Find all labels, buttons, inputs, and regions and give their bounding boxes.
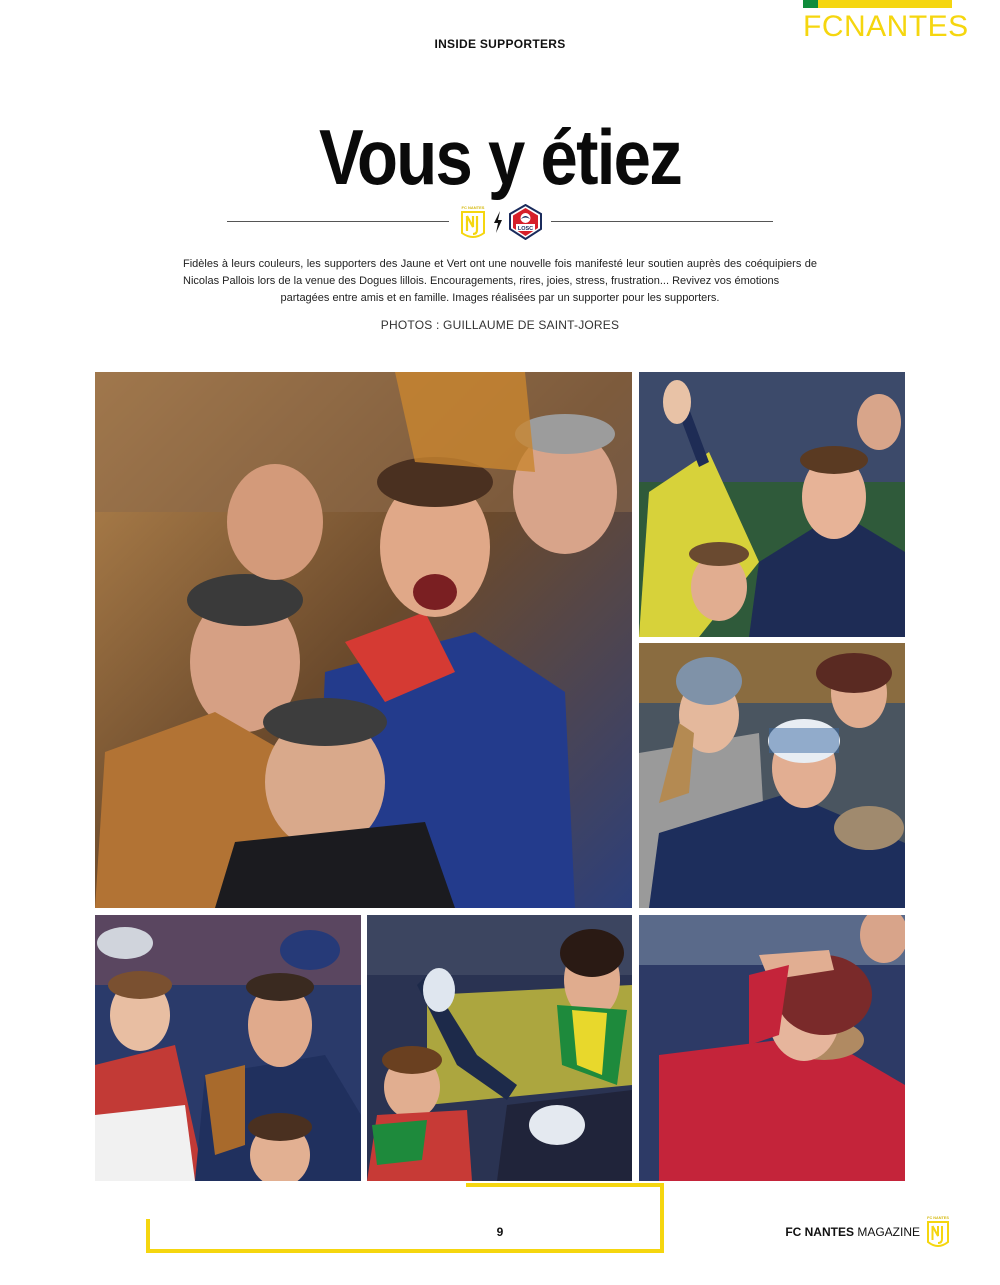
lightning-bolt-icon: [492, 211, 504, 233]
footer-frame-top: [466, 1183, 664, 1187]
footer-frame-bottom: [146, 1249, 664, 1253]
intro-paragraph: [183, 256, 817, 307]
svg-text:FC NANTES: FC NANTES: [461, 205, 485, 210]
svg-text:LOSC: LOSC: [517, 225, 534, 232]
magazine-title-bold: FC NANTES: [785, 1225, 854, 1239]
fc-nantes-footer-crest-icon: [925, 1214, 951, 1250]
photo-crowd-cheering-main: [95, 372, 632, 908]
photo-credit: PHOTOS : GUILLAUME DE SAINT-JORES: [380, 318, 620, 332]
section-label: INSIDE SUPPORTERS: [434, 37, 566, 51]
page-number: 9: [496, 1225, 504, 1239]
footer-frame-left: [146, 1219, 150, 1253]
intro-line-1: Fidèles à leurs couleurs, les supporters des Jaune et Vert ont une nouvelle fois manifesté leur soutien auprès des coéquipiers de Nicolas Pallois lors de la venue des Dogues lillois. Encouragements, rires, joies, stress, frustration... Revivez vos émotions: [183, 258, 817, 287]
magazine-title-rest: MAGAZINE: [853, 1225, 920, 1239]
svg-text:FC NANTES: FC NANTES: [927, 1216, 949, 1220]
fc-nantes-crest-icon: [459, 203, 487, 241]
photo-fans-shouting-beanies: [639, 643, 905, 908]
intro-line-2: partagées entre amis et en famille. Images réalisées par un supporter pour les supporters.: [280, 292, 720, 304]
magazine-title: [760, 1225, 920, 1239]
article-title: Vous y étiez: [318, 113, 682, 201]
brand-color-bar: [803, 0, 952, 8]
brand-green-stripe: [803, 0, 818, 8]
photo-woman-hand-on-forehead: [639, 915, 905, 1181]
divider-left: [227, 221, 449, 222]
divider-right: [551, 221, 773, 222]
photo-father-and-son-smiling: [95, 915, 361, 1181]
footer-frame-right: [660, 1183, 664, 1253]
brand-logo-text: FCNANTES: [803, 10, 969, 43]
losc-crest-icon: [508, 204, 543, 240]
photo-young-fan-arm-raised: [639, 372, 905, 637]
photo-woman-with-scarf-gesturing: [367, 915, 632, 1181]
